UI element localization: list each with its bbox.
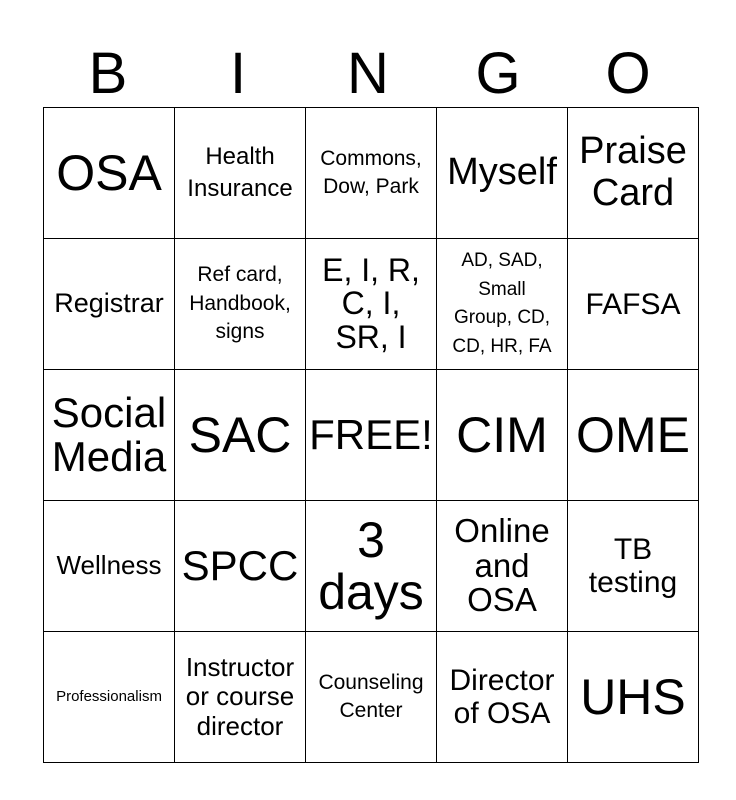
bingo-cell[interactable] — [306, 239, 437, 370]
board-row — [44, 239, 699, 370]
bingo-cell[interactable] — [44, 239, 175, 370]
bingo-cell[interactable] — [175, 239, 306, 370]
cell-text: Social Media — [51, 388, 167, 480]
bingo-cell[interactable] — [437, 632, 568, 763]
bingo-cell[interactable] — [175, 108, 306, 239]
cell-text: OSA — [56, 144, 162, 201]
bingo-cell[interactable] — [175, 632, 306, 763]
cell-text: UHS — [580, 668, 686, 725]
bingo-cell[interactable] — [44, 108, 175, 239]
bingo-cell[interactable] — [175, 501, 306, 632]
bingo-cell[interactable] — [568, 239, 699, 370]
cell-text: Ref card, Handbook, signs — [189, 263, 291, 344]
cell-text: TB testing — [588, 533, 678, 599]
board-row — [44, 501, 699, 632]
bingo-cell[interactable] — [568, 108, 699, 239]
bingo-cell[interactable] — [568, 632, 699, 763]
bingo-cell[interactable] — [44, 370, 175, 501]
bingo-cell[interactable] — [437, 370, 568, 501]
bingo-cell[interactable] — [306, 108, 437, 239]
cell-text: Professionalism — [56, 688, 162, 706]
board-row — [44, 632, 699, 763]
cell-text: Registrar — [54, 288, 164, 319]
header-letter-b: B — [88, 41, 128, 106]
free-cell[interactable] — [306, 370, 437, 501]
cell-text: Director of OSA — [449, 664, 555, 730]
cell-text: FREE! — [309, 410, 433, 458]
bingo-cell[interactable] — [44, 632, 175, 763]
bingo-cell[interactable] — [175, 370, 306, 501]
cell-text: Wellness — [56, 550, 162, 581]
header-letter-o: O — [605, 41, 651, 106]
bingo-cell[interactable] — [437, 239, 568, 370]
cell-text: Praise Card — [579, 130, 687, 214]
cell-text: E, I, R, C, I, SR, I — [322, 251, 420, 355]
cell-text: Health Insurance — [187, 142, 293, 202]
board-row — [44, 370, 699, 501]
bingo-cell[interactable] — [437, 501, 568, 632]
bingo-header — [43, 40, 693, 108]
bingo-cell[interactable] — [437, 108, 568, 239]
cell-text: CIM — [456, 406, 548, 463]
header-letter-g: G — [475, 41, 521, 106]
cell-text: Instructor or course director — [185, 652, 295, 741]
cell-text: SPCC — [181, 541, 299, 589]
bingo-cell[interactable] — [44, 501, 175, 632]
cell-text: AD, SAD, Small Group, CD, CD, HR, FA — [452, 250, 552, 357]
cell-text: SAC — [188, 406, 292, 463]
cell-text: 3 days — [318, 511, 424, 620]
bingo-board — [43, 107, 699, 763]
bingo-cell[interactable] — [306, 501, 437, 632]
cell-text: Commons, Dow, Park — [320, 146, 422, 198]
bingo-cell[interactable] — [568, 370, 699, 501]
cell-text: Myself — [447, 151, 557, 194]
cell-text: OME — [576, 406, 690, 463]
cell-text: Online and OSA — [454, 512, 550, 619]
header-letter-n: N — [347, 41, 389, 106]
cell-text: FAFSA — [585, 287, 681, 321]
header-letter-i: I — [229, 41, 247, 106]
board-row — [44, 108, 699, 239]
bingo-cell[interactable] — [568, 501, 699, 632]
cell-text: Counseling Center — [318, 670, 424, 722]
bingo-cell[interactable] — [306, 632, 437, 763]
